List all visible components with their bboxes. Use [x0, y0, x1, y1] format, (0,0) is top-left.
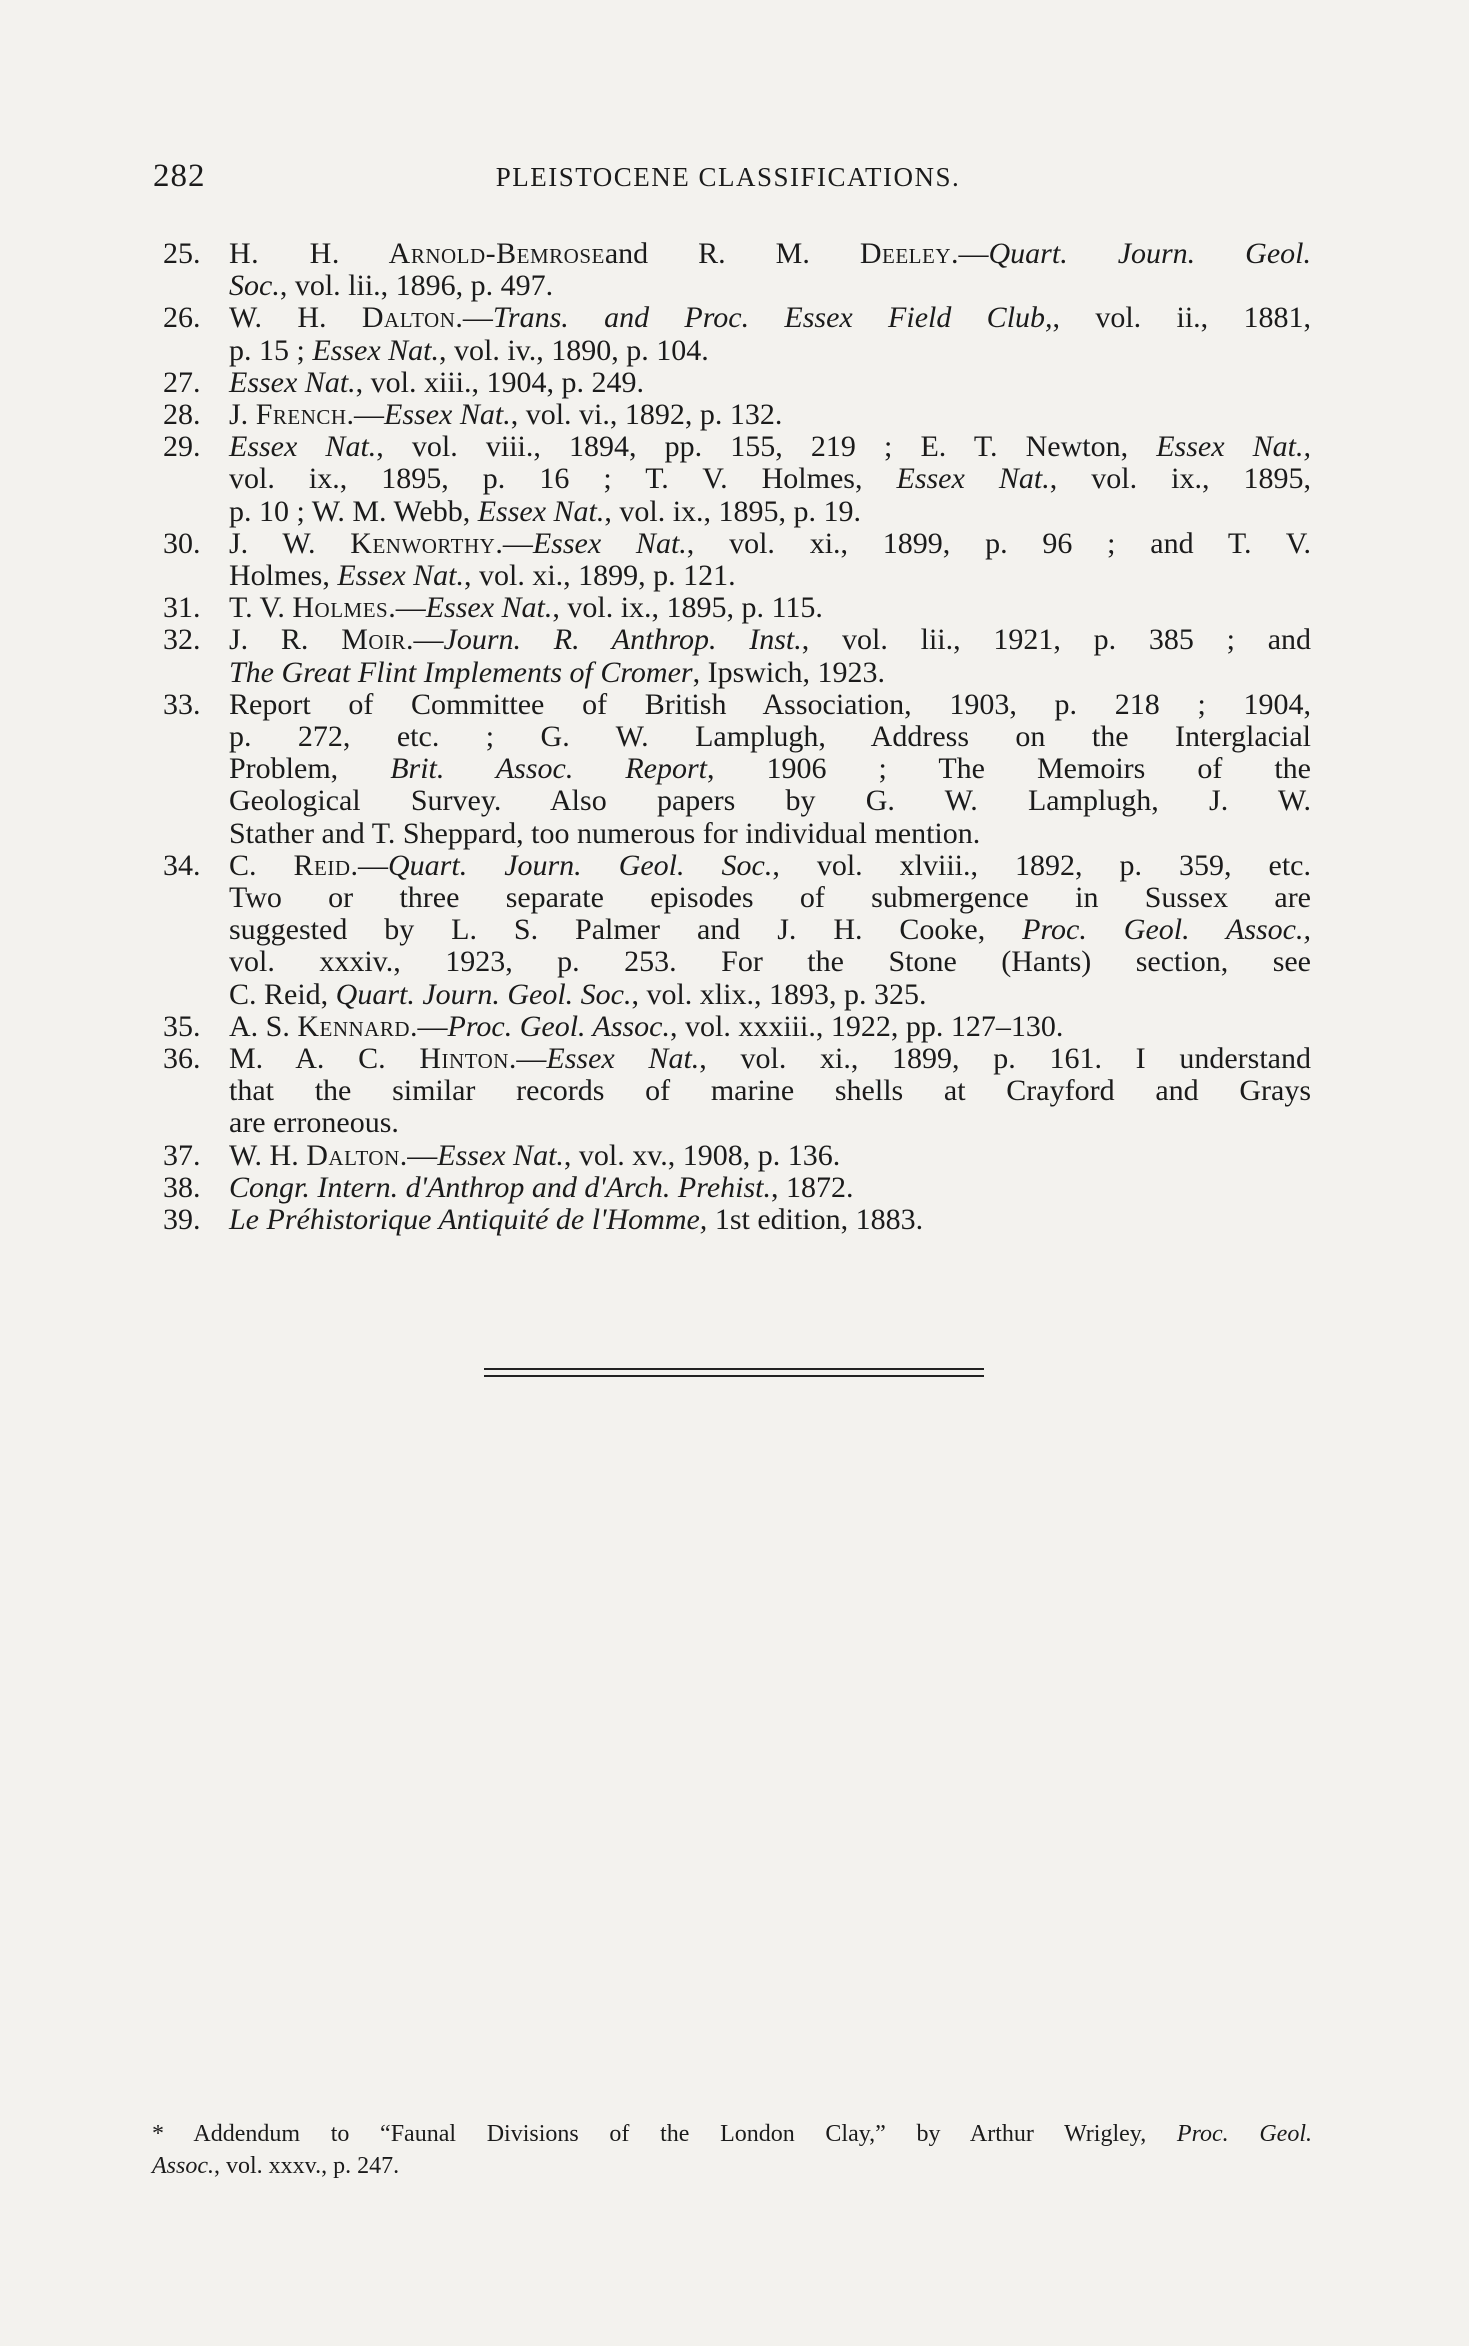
reference-line — [229, 302, 1311, 334]
text-run: , vol. ix., 1895, p. 115. — [552, 591, 823, 625]
reference-line — [229, 624, 1311, 656]
reference-text — [229, 592, 1311, 624]
author-name: Hinton — [419, 1042, 509, 1076]
reference-line — [229, 818, 1311, 850]
reference-text — [229, 528, 1311, 592]
text-run: p. 15 ; — [229, 333, 313, 367]
reference-line — [229, 560, 1311, 592]
reference-line — [229, 1075, 1311, 1107]
italic-text: Quart. Journ. Geol. — [988, 237, 1311, 270]
text-run: .— — [455, 301, 493, 335]
italic-text: Proc. Geol. Assoc. — [447, 1009, 670, 1043]
reference-line — [229, 335, 1311, 367]
italic-text: Quart. Journ. Geol. Soc. — [388, 848, 773, 882]
reference-line — [229, 850, 1311, 882]
text-run: 1st edition, 1883. — [707, 1203, 924, 1237]
reference-text — [229, 302, 1311, 366]
text-run: , 1872. — [770, 1170, 854, 1204]
text-run: J. W. — [229, 526, 351, 560]
footnote-line — [152, 2118, 1312, 2150]
text-run: suggested by L. S. Palmer and J. H. Cooke, — [229, 913, 1023, 947]
italic-text: Essex Nat., — [1156, 430, 1311, 464]
text-run: , vol. xxxiii., 1922, pp. 127–130. — [670, 1009, 1064, 1043]
reference-item — [163, 238, 1311, 302]
reference-text — [229, 1204, 1311, 1236]
italic-text: Essex Nat. — [337, 559, 464, 593]
italic-text: Essex Nat. — [437, 1138, 564, 1172]
reference-item — [163, 592, 1311, 624]
author-name: Kennard — [297, 1009, 411, 1043]
reference-number: 34. — [163, 848, 201, 882]
italic-text: Essex Nat. — [477, 494, 605, 528]
text-run: W. H. — [229, 301, 362, 335]
italic-text: Trans. and Proc. Essex Field Club, — [492, 301, 1053, 335]
reference-item — [163, 689, 1311, 850]
reference-item — [163, 1204, 1311, 1236]
text-run: C. Reid, — [229, 977, 336, 1011]
reference-text — [229, 1140, 1311, 1172]
author-name: Kenworthy — [350, 526, 496, 560]
text-run: vol. xxxiv., 1923, p. 253. For the Stone (Hants) section, see — [229, 945, 1311, 979]
text-run: .— — [406, 623, 444, 657]
text-run: .— — [399, 1138, 438, 1172]
reference-item — [163, 302, 1311, 366]
text-run: Holmes, — [229, 559, 338, 593]
text-run: W. H. — [229, 1138, 307, 1172]
footnote — [152, 2118, 1312, 2182]
text-run: M. A. C. — [229, 1042, 420, 1076]
reference-line — [229, 657, 1311, 689]
text-run: are erroneous. — [229, 1106, 399, 1140]
reference-line — [229, 399, 1311, 431]
reference-number: 29. — [163, 430, 201, 464]
text-run: , vol. xi., 1899, p. 121. — [463, 559, 736, 593]
text-run: , vol. xlix., 1893, p. 325. — [631, 977, 927, 1011]
italic-text: Quart. Journ. Geol. Soc. — [335, 977, 632, 1011]
author-name: Dalton — [361, 301, 456, 335]
author-name: Holmes — [292, 591, 389, 625]
text-run: , vol. ii., 1881, — [1052, 301, 1311, 335]
italic-text: Le Préhistorique Antiquité de l'Homme, — [229, 1203, 708, 1237]
reference-line — [229, 946, 1311, 978]
text-run: p. 10 ; W. M. Webb, — [229, 494, 478, 528]
reference-number: 27. — [163, 365, 201, 399]
italic-text: Essex Nat. — [229, 365, 356, 399]
reference-text — [229, 399, 1311, 431]
reference-text — [229, 850, 1311, 1011]
text-run: vol. ix., 1895, p. 16 ; T. V. Holmes, — [229, 462, 897, 496]
reference-text — [229, 431, 1311, 528]
author-name: Moir — [341, 623, 407, 657]
italic-text: Essex Nat. — [532, 526, 687, 560]
text-run: , vol. viii., 1894, pp. 155, 219 ; E. T. Newton, — [376, 430, 1157, 464]
reference-item — [163, 528, 1311, 592]
text-run: Geological Survey. Also papers by G. W. Lamplugh, J. W. — [229, 784, 1311, 818]
text-run: that the similar records of marine shells at Crayford and Grays — [229, 1074, 1311, 1108]
reference-line — [229, 753, 1311, 785]
reference-line — [229, 1204, 1311, 1236]
text-run: , vol. xxxv., p. 247. — [214, 2153, 400, 2179]
reference-line — [229, 1172, 1311, 1204]
reference-item — [163, 850, 1311, 1011]
reference-number: 33. — [163, 687, 201, 721]
italic-text: Congr. Intern. d'Anthrop and d'Arch. Prehist. — [229, 1170, 771, 1204]
italic-text: Proc. Geol. Assoc., — [1022, 913, 1312, 947]
reference-number: 31. — [163, 591, 201, 625]
reference-line — [229, 367, 1311, 399]
reference-line — [229, 496, 1311, 528]
text-run: , vol. xv., 1908, p. 136. — [563, 1138, 841, 1172]
italic-text: The Great Flint Implements of Cromer — [229, 655, 693, 689]
text-run: , vol. ix., 1895, p. 19. — [604, 494, 862, 528]
text-run: .— — [346, 398, 385, 432]
reference-number: 38. — [163, 1170, 201, 1204]
reference-text — [229, 367, 1311, 399]
italic-text: Essex Nat. — [229, 430, 377, 464]
text-run: J. — [229, 398, 256, 432]
reference-line — [229, 1011, 1311, 1043]
reference-line — [229, 979, 1311, 1011]
text-run: p. 272, etc. ; G. W. Lamplugh, Address on the Interglacial — [229, 720, 1311, 754]
reference-item — [163, 399, 1311, 431]
reference-line — [229, 463, 1311, 495]
reference-number: 28. — [163, 398, 201, 432]
text-run: .— — [410, 1009, 448, 1043]
italic-text: Proc. Geol. — [1176, 2121, 1313, 2147]
page-number: 282 — [153, 158, 206, 194]
reference-number: 30. — [163, 526, 201, 560]
text-run: , vol. lii., 1896, p. 497. — [279, 269, 554, 303]
text-run: , 1906 ; The Memoirs of the — [707, 752, 1311, 786]
text-run: * Addendum to “Faunal Divisions of the London Clay,” by Arthur Wrigley, — [152, 2121, 1177, 2147]
italic-text: Journ. R. Anthrop. Inst. — [443, 623, 802, 657]
reference-item — [163, 431, 1311, 528]
text-run: .— — [508, 1042, 547, 1076]
page-header — [153, 158, 1303, 198]
reference-number: 37. — [163, 1138, 201, 1172]
reference-number: 26. — [163, 301, 201, 335]
reference-number: 25. — [163, 237, 201, 270]
reference-text — [229, 689, 1311, 850]
text-run: J. R. — [229, 623, 342, 657]
reference-line — [229, 270, 1311, 302]
text-run: , vol. xiii., 1904, p. 249. — [355, 365, 644, 399]
text-run: Stather and T. Sheppard, too numerous for individual mention. — [229, 816, 981, 850]
reference-list — [163, 238, 1311, 1236]
reference-number: 39. — [163, 1203, 201, 1237]
reference-text — [229, 1011, 1311, 1043]
italic-text: Essex Nat. — [384, 398, 511, 432]
text-run: .— — [388, 591, 426, 625]
footnote-line — [152, 2150, 1312, 2182]
text-run: , vol. ix., 1895, — [1049, 462, 1311, 496]
author-name: Dalton — [306, 1138, 400, 1172]
text-run: , vol. xi., 1899, p. 161. I understand — [699, 1042, 1311, 1076]
reference-item — [163, 624, 1311, 688]
text-run: C. — [229, 848, 294, 882]
section-divider-rule — [484, 1368, 984, 1377]
text-run: Two or three separate episodes of submergence in Sussex are — [229, 881, 1311, 915]
italic-text: Essex Nat. — [546, 1042, 700, 1076]
reference-item — [163, 367, 1311, 399]
reference-number: 36. — [163, 1042, 201, 1076]
text-run: , Ipswich, 1923. — [692, 655, 886, 689]
reference-item — [163, 1140, 1311, 1172]
text-run: .— — [495, 526, 533, 560]
text-run: T. V. — [229, 591, 293, 625]
reference-line — [229, 882, 1311, 914]
reference-text — [229, 1043, 1311, 1140]
italic-text: Soc. — [229, 269, 280, 303]
italic-text: Assoc. — [152, 2153, 214, 2179]
reference-line — [229, 1043, 1311, 1075]
text-run: A. S. — [229, 1009, 298, 1043]
running-head: PLEISTOCENE CLASSIFICATIONS. — [495, 162, 961, 192]
reference-line — [229, 785, 1311, 817]
reference-number: 32. — [163, 623, 201, 657]
reference-line — [229, 528, 1311, 560]
reference-item — [163, 1043, 1311, 1140]
reference-text — [229, 1172, 1311, 1204]
reference-item — [163, 1011, 1311, 1043]
reference-line — [229, 914, 1311, 946]
text-run: Problem, — [229, 752, 391, 786]
reference-line — [229, 721, 1311, 753]
reference-number: 35. — [163, 1009, 201, 1043]
reference-line — [229, 431, 1311, 463]
text-run: , vol. xlviii., 1892, p. 359, etc. — [772, 848, 1311, 882]
author-name: French — [255, 398, 347, 432]
text-run: .— — [951, 237, 989, 270]
text-run: and R. M. — [604, 237, 860, 270]
reference-line — [229, 238, 1311, 270]
author-name: Reid — [293, 848, 351, 882]
italic-text: Essex Nat. — [312, 333, 439, 367]
author-name: H. H. Arnold-Bemrose — [229, 237, 605, 270]
reference-text — [229, 624, 1311, 688]
reference-line — [229, 592, 1311, 624]
italic-text: Essex Nat. — [425, 591, 553, 625]
reference-text — [229, 238, 1311, 302]
italic-text: Brit. Assoc. Report — [390, 752, 707, 786]
reference-item — [163, 1172, 1311, 1204]
text-run: , vol. vi., 1892, p. 132. — [510, 398, 783, 432]
text-run: .— — [350, 848, 389, 882]
reference-line — [229, 1140, 1311, 1172]
italic-text: Essex Nat. — [896, 462, 1050, 496]
text-run: , vol. lii., 1921, p. 385 ; and — [801, 623, 1312, 657]
reference-line — [229, 1107, 1311, 1139]
reference-line — [229, 689, 1311, 721]
text-run: , vol. xi., 1899, p. 96 ; and T. V. — [686, 526, 1311, 560]
author-name: Deeley — [859, 237, 952, 270]
text-run: , vol. iv., 1890, p. 104. — [439, 333, 709, 367]
text-run: Report of Committee of British Association, 1903, p. 218 ; 1904, — [229, 687, 1311, 721]
